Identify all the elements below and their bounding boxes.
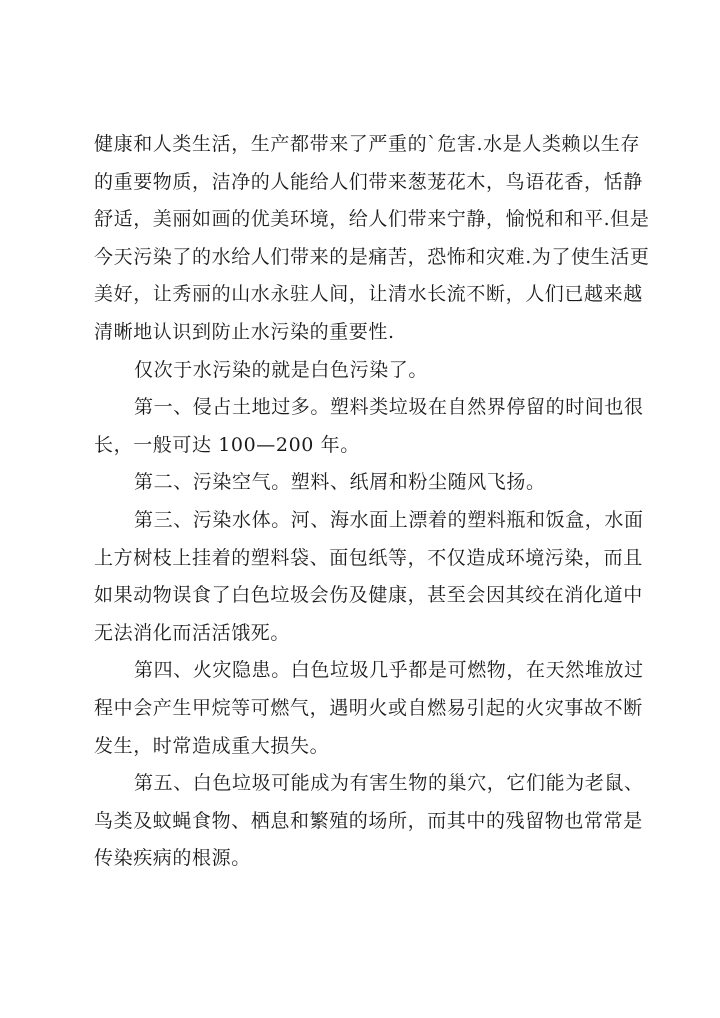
- paragraph-water-importance: [94, 126, 654, 352]
- text-line: 的重要物质，洁净的人能给人们带来葱茏花木，鸟语花香，恬静: [94, 170, 643, 193]
- text-line: 舒适，美丽如画的优美环境，给人们带来宁静，愉悦和和平.但是: [94, 208, 650, 231]
- text-line: 第二、污染空气。塑料、纸屑和粉尘随风飞扬。: [134, 471, 546, 494]
- paragraph-white-pollution-intro: [94, 352, 654, 390]
- paragraph-point-4: [94, 652, 654, 765]
- text-line: 第三、污染水体。河、海水面上漂着的塑料瓶和饭盒，水面: [134, 508, 644, 531]
- text-line: 传染疾病的根源。: [94, 847, 251, 870]
- document-body: [94, 126, 654, 878]
- text-line: 第四、火灾隐患。白色垃圾几乎都是可燃物，在天然堆放过: [134, 659, 644, 682]
- text-line: 第五、白色垃圾可能成为有害生物的巢穴，它们能为老鼠、: [134, 772, 644, 795]
- text-line: 如果动物误食了白色垃圾会伤及健康，甚至会因其绞在消化道中: [94, 584, 643, 607]
- text-line: 美好，让秀丽的山水永驻人间，让清水长流不断，人们已越来越: [94, 283, 643, 306]
- text-line: 上方树枝上挂着的塑料袋、面包纸等，不仅造成环境污染，而且: [94, 546, 643, 569]
- text-line: 仅次于水污染的就是白色污染了。: [134, 358, 429, 381]
- text-line: 长，一般可达 100—200 年。: [94, 433, 360, 456]
- paragraph-point-1: [94, 389, 654, 464]
- text-line: 第一、侵占土地过多。塑料类垃圾在自然界停留的时间也很: [134, 396, 644, 419]
- text-line: 无法消化而活活饿死。: [94, 621, 291, 644]
- text-line: 清晰地认识到防止水污染的重要性.: [94, 320, 395, 343]
- text-line: 程中会产生甲烷等可燃气，遇明火或自燃易引起的火灾事故不断: [94, 696, 643, 719]
- paragraph-point-3: [94, 502, 654, 652]
- text-line: 健康和人类生活，生产都带来了严重的`危害.水是人类赖以生存: [94, 133, 640, 155]
- paragraph-point-2: [94, 464, 654, 502]
- text-line: 今天污染了的水给人们带来的是痛苦，恐怖和灾难.为了使生活更: [94, 245, 650, 268]
- paragraph-point-5: [94, 765, 654, 878]
- text-line: 鸟类及蚊蝇食物、栖息和繁殖的场所，而其中的残留物也常常是: [94, 809, 643, 832]
- text-line: 发生，时常造成重大损失。: [94, 734, 330, 757]
